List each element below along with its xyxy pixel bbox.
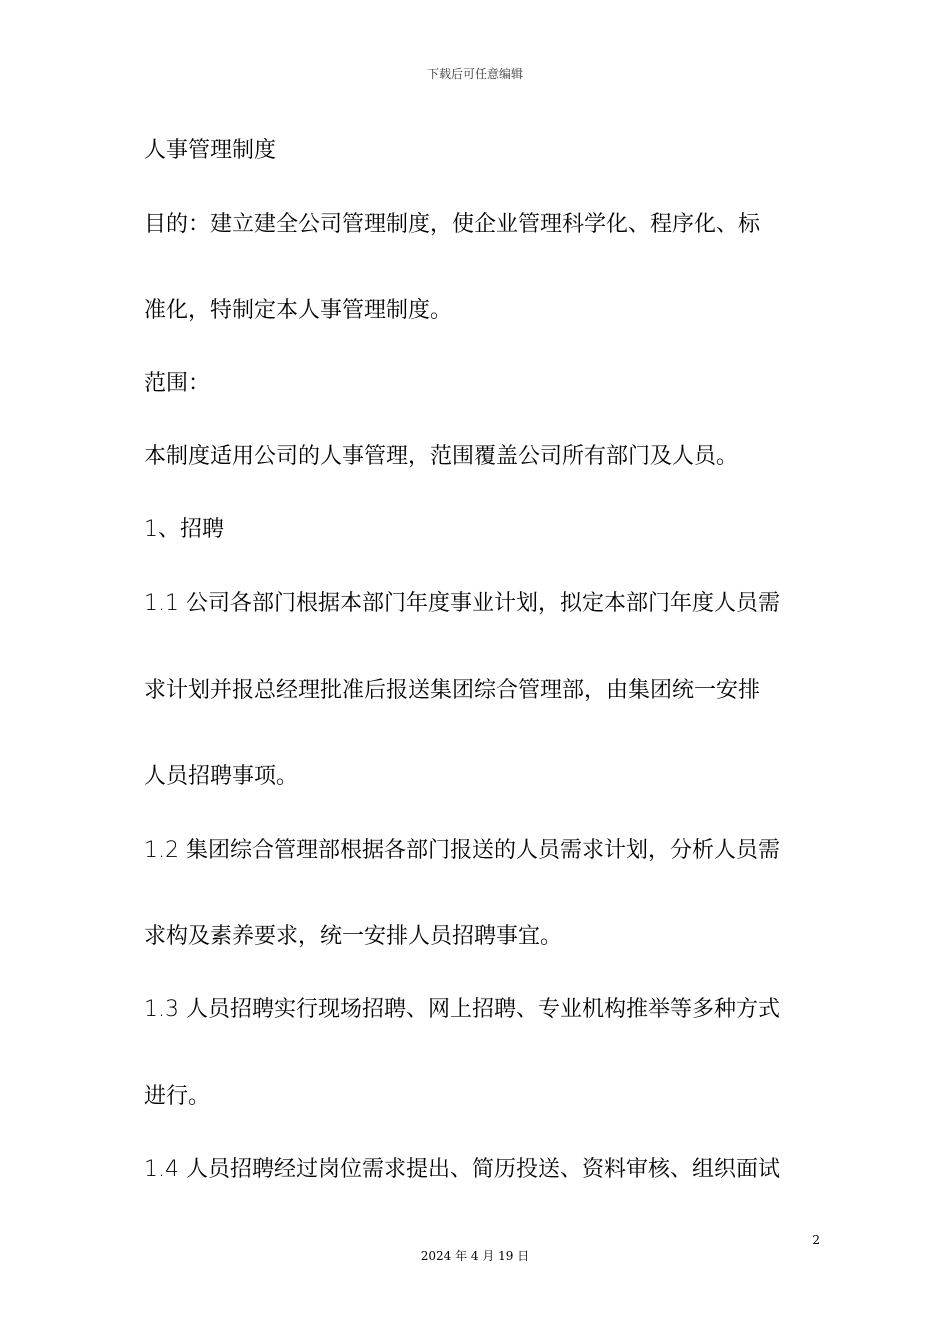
- paragraph-line: 1.2 集团综合管理部根据各部门报送的人员需求计划，分析人员需: [144, 838, 780, 863]
- paragraph-line: 1.4 人员招聘经过岗位需求提出、简历投送、资料审核、组织面试: [144, 1157, 780, 1182]
- paragraph-line: 1.3 人员招聘实行现场招聘、网上招聘、专业机构推举等多种方式: [144, 997, 780, 1022]
- paragraph-line: 求构及素养要求，统一安排人员招聘事宜。: [144, 924, 563, 949]
- paragraph-line: 求计划并报总经理批准后报送集团综合管理部，由集团统一安排: [144, 678, 761, 703]
- page-header: 下载后可任意编辑: [426, 67, 523, 81]
- page-number: 2: [812, 1233, 820, 1247]
- paragraph-line: 目的：建立建全公司管理制度，使企业管理科学化、程序化、标: [144, 212, 761, 237]
- paragraph-line: 本制度适用公司的人事管理，范围覆盖公司所有部门及人员。: [144, 444, 739, 469]
- paragraph-line: 准化，特制定本人事管理制度。: [144, 298, 453, 323]
- paragraph-line: 进行。: [144, 1084, 211, 1109]
- section-heading: 范围：: [144, 371, 211, 396]
- paragraph-line: 1.1 公司各部门根据本部门年度事业计划，拟定本部门年度人员需: [144, 591, 780, 616]
- section-heading: 1、招聘: [144, 517, 224, 542]
- footer-date: 2024 年 4 月 19 日: [420, 1249, 530, 1263]
- document-title: 人事管理制度: [144, 138, 277, 163]
- paragraph-line: 人员招聘事项。: [144, 764, 299, 789]
